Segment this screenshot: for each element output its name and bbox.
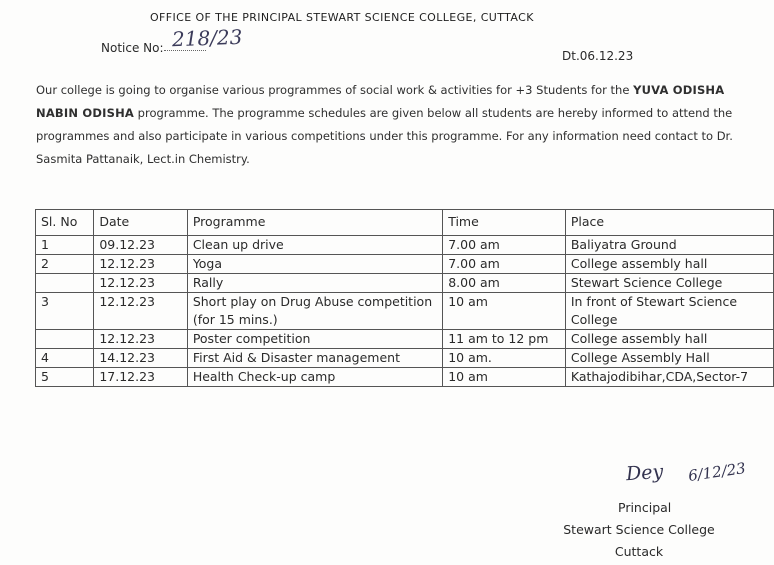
cell-place: College Assembly Hall xyxy=(565,349,773,368)
notice-date: Dt.06.12.23 xyxy=(562,49,634,63)
cell-programme: Poster competition xyxy=(187,330,442,349)
cell-place: In front of Stewart Science College xyxy=(565,293,773,330)
cell-sl-no xyxy=(36,330,94,349)
header-date: Date xyxy=(94,210,188,236)
cell-time: 7.00 am xyxy=(443,255,566,274)
table-row xyxy=(36,330,774,349)
header-time: Time xyxy=(443,210,566,236)
table-row xyxy=(36,293,774,330)
intro-part2: programme. The programme schedules are given below all students are hereby informed to attend the programmes and also participate in various competitions under this programme. For any information need contact to Dr. Sasmita Pattanaik, Lect.in Chemistry. xyxy=(36,106,733,166)
intro-paragraph xyxy=(36,79,736,171)
programme-name: YUVA ODISHA NABIN ODISHA xyxy=(36,83,725,120)
cell-programme: Clean up drive xyxy=(187,236,442,255)
header-sl-no: Sl. No xyxy=(36,210,94,236)
cell-sl-no: 5 xyxy=(36,368,94,387)
cell-time: 10 am xyxy=(443,293,566,330)
table-row xyxy=(36,236,774,255)
signature-block xyxy=(548,497,730,563)
cell-time: 8.00 am xyxy=(443,274,566,293)
header-programme: Programme xyxy=(187,210,442,236)
cell-sl-no: 2 xyxy=(36,255,94,274)
table-header-row xyxy=(36,210,774,236)
city-name: Cuttack xyxy=(614,544,664,559)
signature-date: 6/12/23 xyxy=(687,459,747,485)
principal-title: Principal xyxy=(618,500,672,515)
cell-time: 10 am. xyxy=(443,349,566,368)
cell-date: 12.12.23 xyxy=(94,293,188,330)
table-row xyxy=(36,274,774,293)
cell-date: 12.12.23 xyxy=(94,255,188,274)
table-row xyxy=(36,255,774,274)
cell-place: College assembly hall xyxy=(565,330,773,349)
cell-place: Kathajodibihar,CDA,Sector-7 xyxy=(565,368,773,387)
cell-sl-no: 3 xyxy=(36,293,94,330)
cell-place: Stewart Science College xyxy=(565,274,773,293)
cell-date: 09.12.23 xyxy=(94,236,188,255)
table-row xyxy=(36,368,774,387)
cell-time: 10 am xyxy=(443,368,566,387)
cell-place: Baliyatra Ground xyxy=(565,236,773,255)
cell-sl-no: 1 xyxy=(36,236,94,255)
intro-part1: Our college is going to organise various programmes of social work & activities for +3 Students for the xyxy=(36,83,630,97)
cell-sl-no xyxy=(36,274,94,293)
notice-number-handwritten: 218/23 xyxy=(171,24,243,52)
notice-label: Notice No: xyxy=(101,41,164,55)
table-row xyxy=(36,349,774,368)
programme-schedule-table xyxy=(35,209,774,387)
cell-sl-no: 4 xyxy=(36,349,94,368)
header-place: Place xyxy=(565,210,773,236)
cell-date: 12.12.23 xyxy=(94,274,188,293)
cell-programme: Rally xyxy=(187,274,442,293)
cell-place: College assembly hall xyxy=(565,255,773,274)
cell-programme: Health Check-up camp xyxy=(187,368,442,387)
cell-programme: Yoga xyxy=(187,255,442,274)
cell-date: 12.12.23 xyxy=(94,330,188,349)
cell-time: 11 am to 12 pm xyxy=(443,330,566,349)
cell-date: 17.12.23 xyxy=(94,368,188,387)
cell-time: 7.00 am xyxy=(443,236,566,255)
office-title: OFFICE OF THE PRINCIPAL STEWART SCIENCE COLLEGE, CUTTACK xyxy=(150,11,534,24)
principal-signature: Dey xyxy=(625,460,664,486)
cell-programme: First Aid & Disaster management xyxy=(187,349,442,368)
cell-date: 14.12.23 xyxy=(94,349,188,368)
cell-programme: Short play on Drug Abuse competition (for 15 mins.) xyxy=(187,293,442,330)
college-name: Stewart Science College xyxy=(563,522,715,537)
